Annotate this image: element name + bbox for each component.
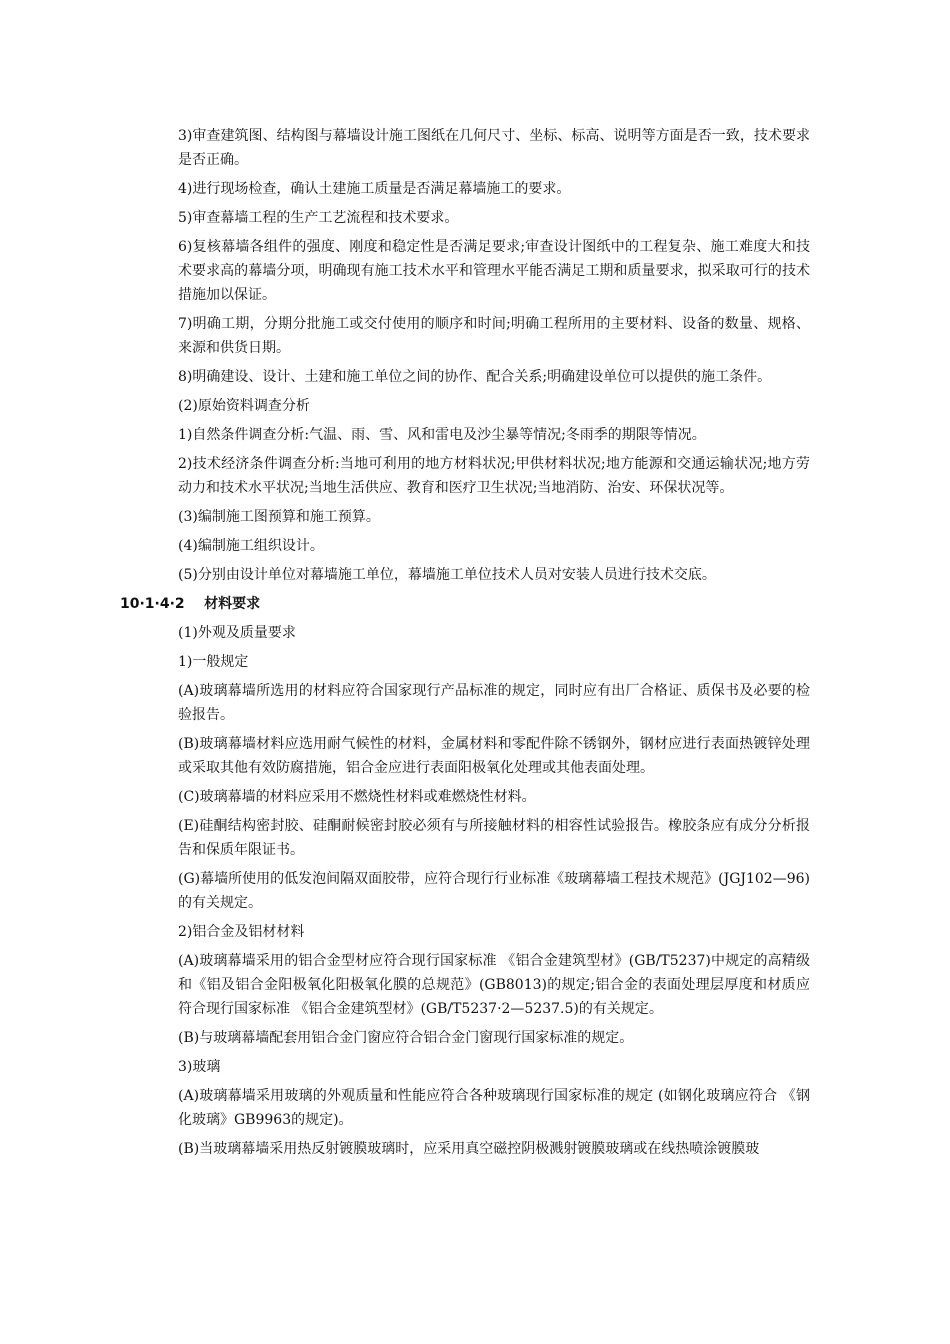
section-heading: 10·1·4·2 材料要求	[120, 596, 261, 612]
paragraph-item: (A)玻璃幕墙采用的铝合金型材应符合现行国家标准 《铝合金建筑型材》(GB/T5237)中规定的高精级和《铝及铝合金阳极氧化阳极氧化膜的总规范》(GB8013)的规定;铝合金的表面处理层厚度和材质应符合现行国家标准 《铝合金建筑型材》(GB/T5237·2—5237.5)的有关规定。	[178, 953, 810, 1017]
subsection-title: 1)一般规定	[178, 654, 249, 670]
paragraph-item: (C)玻璃幕墙的材料应采用不燃烧性材料或难燃烧性材料。	[178, 789, 536, 805]
subsection-title: 3)玻璃	[178, 1059, 221, 1075]
subsection-title: 2)铝合金及铝材材料	[178, 924, 305, 940]
paragraph-item: (B)与玻璃幕墙配套用铝合金门窗应符合铝合金门窗现行国家标准的规定。	[178, 1030, 634, 1046]
paragraph-item: 2)技术经济条件调查分析:当地可利用的地方材料状况;甲供材料状况;地方能源和交通运输状况;地方劳动力和技术水平状况;当地生活供应、教育和医疗卫生状况;当地消防、治安、环保状况等。	[178, 456, 810, 496]
paragraph-item: 6)复核幕墙各组件的强度、刚度和稳定性是否满足要求;审查设计图纸中的工程复杂、施工难度大和技术要求高的幕墙分项，明确现有施工技术水平和管理水平能否满足工期和质量要求，拟采取可行的技术措施加以保证。	[178, 239, 810, 303]
paragraph-item: (5)分别由设计单位对幕墙施工单位，幕墙施工单位技术人员对安装人员进行技术交底。	[178, 567, 716, 583]
paragraph-item: (3)编制施工图预算和施工预算。	[178, 509, 380, 525]
paragraph-item: (E)硅酮结构密封胶、硅酮耐候密封胶必须有与所接触材料的相容性试验报告。橡胶条应有成分分析报告和保质年限证书。	[178, 818, 810, 858]
paragraph-item: 3)审查建筑图、结构图与幕墙设计施工图纸在几何尺寸、坐标、标高、说明等方面是否一致，技术要求是否正确。	[178, 128, 810, 168]
paragraph-item: 8)明确建设、设计、土建和施工单位之间的协作、配合关系;明确建设单位可以提供的施工条件。	[178, 369, 772, 385]
paragraph-item: (4)编制施工组织设计。	[178, 538, 324, 554]
paragraph-item: (B)玻璃幕墙材料应选用耐气候性的材料，金属材料和零配件除不锈钢外，钢材应进行表面热镀锌处理或采取其他有效防腐措施，铝合金应进行表面阳极氧化处理或其他表面处理。	[178, 736, 810, 776]
subsection-title: (1)外观及质量要求	[178, 625, 296, 641]
document-body	[120, 124, 810, 1166]
paragraph-item: (G)幕墙所使用的低发泡间隔双面胶带，应符合现行行业标准《玻璃幕墙工程技术规范》(JGJ102—96)的有关规定。	[178, 871, 810, 911]
paragraph-item: 1)自然条件调查分析:气温、雨、雪、风和雷电及沙尘暴等情况;冬雨季的期限等情况。	[178, 427, 706, 443]
paragraph-item: (A)玻璃幕墙采用玻璃的外观质量和性能应符合各种玻璃现行国家标准的规定 (如钢化玻璃应符合 《钢化玻璃》GB9963的规定)。	[178, 1088, 810, 1128]
paragraph-item: 7)明确工期，分期分批施工或交付使用的顺序和时间;明确工程所用的主要材料、设备的数量、规格、来源和供货日期。	[178, 316, 810, 356]
paragraph-item: 5)审查幕墙工程的生产工艺流程和技术要求。	[178, 210, 459, 226]
paragraph-item: (B)当玻璃幕墙采用热反射镀膜玻璃时，应采用真空磁控阴极溅射镀膜玻璃或在线热喷涂镀膜玻	[178, 1141, 760, 1157]
paragraph-item: (A)玻璃幕墙所选用的材料应符合国家现行产品标准的规定，同时应有出厂合格证、质保书及必要的检验报告。	[178, 683, 810, 723]
subsection-title: (2)原始资料调查分析	[178, 398, 310, 414]
paragraph-item: 4)进行现场检查，确认土建施工质量是否满足幕墙施工的要求。	[178, 181, 571, 197]
